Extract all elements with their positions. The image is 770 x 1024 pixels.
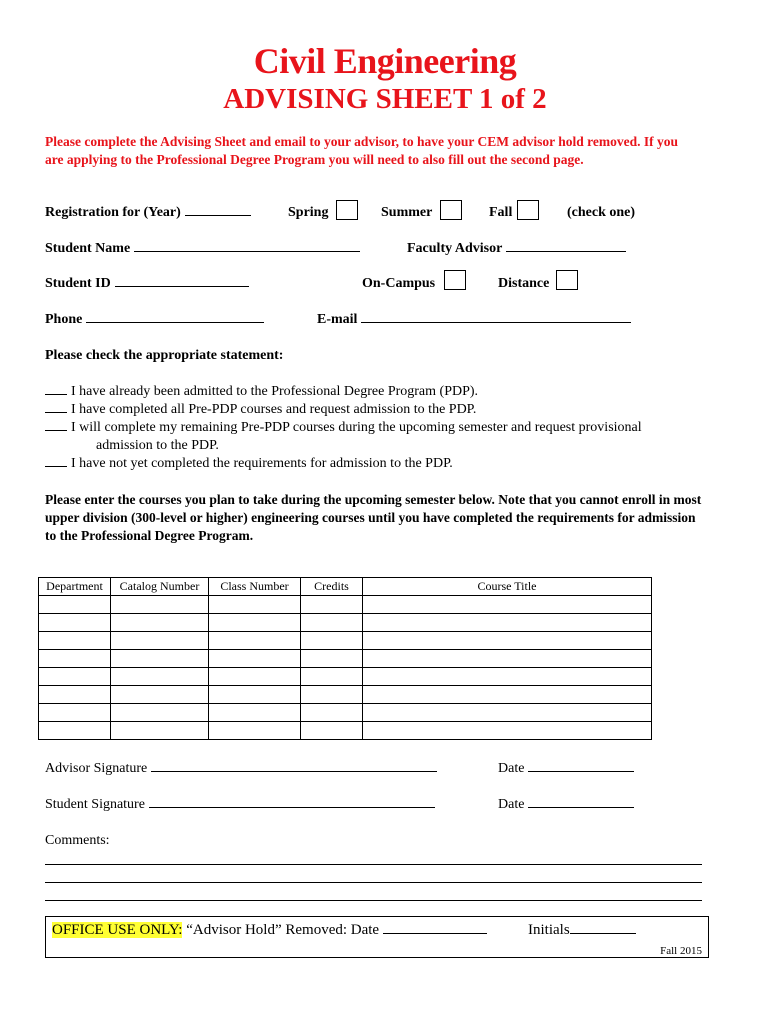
table-cell[interactable] [39,632,111,650]
table-row [39,614,652,632]
table-cell[interactable] [301,722,363,740]
footer-date: Fall 2015 [660,945,702,957]
advisor-hold-removed-text: “Advisor Hold” Removed: Date [182,922,380,938]
table-cell[interactable] [363,704,652,722]
table-cell[interactable] [363,632,652,650]
advisor-date-field[interactable] [528,770,634,772]
comments-line[interactable] [45,882,702,883]
spring-checkbox[interactable] [336,200,358,220]
table-cell[interactable] [301,632,363,650]
table-cell[interactable] [363,722,652,740]
table-header-row [39,578,652,596]
email-field[interactable] [361,321,631,323]
advisor-date-row: Date [498,761,634,777]
table-cell[interactable] [111,668,209,686]
distance-label: Distance [498,276,550,291]
table-row [39,632,652,650]
faculty-advisor-row: Faculty Advisor [407,241,626,257]
table-cell[interactable] [111,704,209,722]
statement-check-blank[interactable] [45,412,67,413]
faculty-advisor-field[interactable] [506,250,626,252]
table-cell[interactable] [301,596,363,614]
phone-field[interactable] [86,321,264,323]
courses-table [38,577,652,740]
student-date-field[interactable] [528,806,634,808]
table-cell[interactable] [301,614,363,632]
statement-pdp-admitted: I have already been admitted to the Professional Degree Program (PDP). [45,384,478,400]
office-use-label: OFFICE USE ONLY: [52,922,183,938]
table-row [39,668,652,686]
table-cell[interactable] [39,596,111,614]
distance-checkbox[interactable] [556,270,578,290]
table-cell[interactable] [111,686,209,704]
table-cell[interactable] [301,668,363,686]
table-row [39,722,652,740]
office-use-box [45,916,709,958]
fall-checkbox[interactable] [517,200,539,220]
table-cell[interactable] [363,650,652,668]
student-name-field[interactable] [134,250,360,252]
table-cell[interactable] [111,650,209,668]
col-department: Department [39,578,111,596]
table-cell[interactable] [39,704,111,722]
summer-label: Summer [381,205,433,220]
table-cell[interactable] [111,722,209,740]
page-title: Civil Engineering [253,41,517,81]
courses-table-body [39,596,652,740]
table-cell[interactable] [111,632,209,650]
statement-prepdp-completed: I have completed all Pre-PDP courses and request admission to the PDP. [45,402,476,418]
summer-checkbox[interactable] [440,200,462,220]
comments-line[interactable] [45,900,702,901]
comments-line[interactable] [45,864,702,865]
col-course-title: Course Title [363,578,652,596]
col-class-number: Class Number [209,578,301,596]
col-catalog-number: Catalog Number [111,578,209,596]
fall-label: Fall [489,205,513,220]
table-cell[interactable] [301,704,363,722]
office-initials-row: Initials [528,922,636,939]
on-campus-checkbox[interactable] [444,270,466,290]
table-cell[interactable] [301,686,363,704]
statement-heading: Please check the appropriate statement: [45,348,284,363]
student-name-row: Student Name [45,241,360,257]
table-cell[interactable] [39,614,111,632]
student-signature-field[interactable] [149,806,435,808]
on-campus-label: On-Campus [362,276,436,291]
table-cell[interactable] [209,614,301,632]
table-cell[interactable] [363,614,652,632]
statement-provisional: I will complete my remaining Pre-PDP courses during the upcoming semester and request provisional [45,420,642,436]
statement-check-blank[interactable] [45,466,67,467]
table-cell[interactable] [39,686,111,704]
spring-label: Spring [288,205,329,220]
table-cell[interactable] [363,596,652,614]
office-use-row [52,922,487,939]
statement-check-blank[interactable] [45,394,67,395]
advisor-signature-row: Advisor Signature [45,761,437,777]
table-cell[interactable] [363,668,652,686]
statement-provisional-cont: admission to the PDP. [96,438,219,453]
table-cell[interactable] [363,686,652,704]
table-cell[interactable] [209,632,301,650]
email-row: E-mail [317,312,631,328]
col-credits: Credits [301,578,363,596]
courses-instruction: Please enter the courses you plan to take during the upcoming semester below. Note that you cannot enroll in most upper division (300-level or higher) engineering courses until you have completed the requirements for admission to the Professional Degree Program. [45,492,702,543]
statement-not-completed: I have not yet completed the requirements for admission to the PDP. [45,456,453,472]
check-one-note: (check one) [567,205,636,220]
table-row [39,704,652,722]
student-signature-row: Student Signature [45,797,435,813]
student-id-field[interactable] [115,285,249,287]
student-id-row: Student ID [45,276,249,292]
registration-label: Registration for (Year) [45,205,251,221]
intro-text: Please complete the Advising Sheet and email to your advisor, to have your CEM advisor hold removed. If you are applying to the Professional Degree Program you will need to also fill out the second page. [45,134,679,167]
phone-row: Phone [45,312,264,328]
office-initials-field[interactable] [570,932,636,934]
comments-label: Comments: [45,833,110,848]
table-cell[interactable] [39,668,111,686]
page-subtitle: ADVISING SHEET 1 of 2 [223,83,547,115]
table-row [39,596,652,614]
table-cell[interactable] [111,614,209,632]
table-cell[interactable] [301,650,363,668]
table-cell[interactable] [209,668,301,686]
table-cell[interactable] [209,650,301,668]
office-date-field[interactable] [383,932,487,934]
registration-year-field[interactable] [185,214,251,216]
table-row [39,650,652,668]
table-cell[interactable] [209,722,301,740]
advisor-signature-field[interactable] [151,770,437,772]
table-row [39,686,652,704]
statement-check-blank[interactable] [45,430,67,431]
student-date-row: Date [498,797,634,813]
table-cell[interactable] [39,722,111,740]
table-cell[interactable] [209,596,301,614]
table-cell[interactable] [209,686,301,704]
table-cell[interactable] [111,596,209,614]
table-cell[interactable] [39,650,111,668]
table-cell[interactable] [209,704,301,722]
